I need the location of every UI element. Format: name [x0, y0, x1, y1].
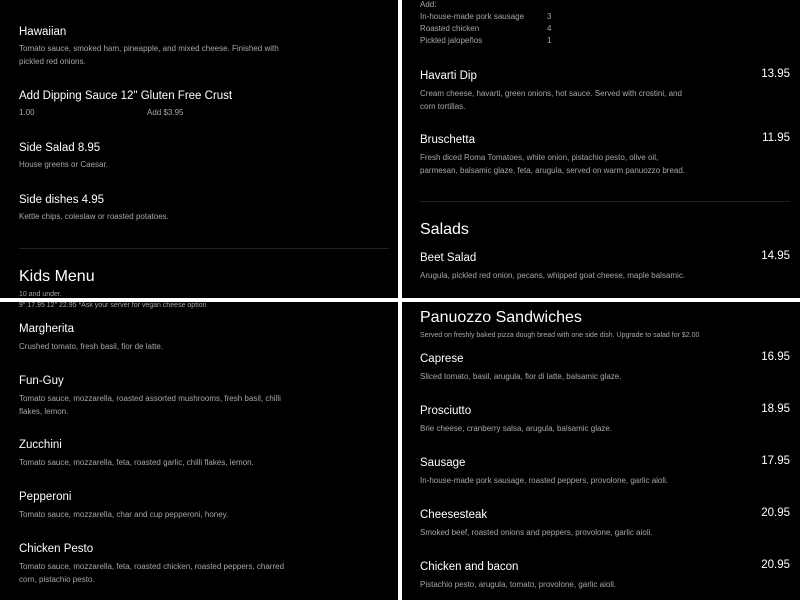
- item-price: 17.95: [761, 455, 790, 467]
- section-divider: [19, 248, 389, 249]
- item-description: Tomato sauce, mozzarella, roasted assorted mushrooms, fresh basil, chilli flakes, lemon.: [19, 394, 281, 416]
- item-description: House greens or Caesar.: [19, 160, 108, 169]
- item-name: Add Dipping Sauce 12" Gluten Free Crust: [19, 90, 233, 102]
- item-price: 11.95: [762, 132, 790, 144]
- item-name: Prosciutto: [420, 405, 472, 417]
- add-item-name: In-house-made pork sausage: [420, 12, 525, 21]
- menu-panel-bottom-right: [402, 302, 800, 600]
- item-description: In-house-made pork sausage, roasted peppers, provolone, garlic aioli.: [420, 476, 669, 485]
- menu-panel-top-right: [402, 0, 800, 298]
- item-description: Cream cheese, havarti, green onions, hot sauce. Served with crostini, and corn tortillas.: [420, 89, 682, 111]
- item-description: Tomato sauce, smoked ham, pineapple, and mixed cheese. Finished with pickled red onions.: [19, 44, 279, 66]
- menu-panel-top-left: [0, 0, 398, 298]
- item-description: Smoked beef, roasted onions and peppers, provolone, garlic aioli.: [420, 528, 653, 537]
- item-name: Beet Salad: [420, 252, 477, 264]
- item-name: Cheesesteak: [420, 509, 488, 521]
- add-item-value: 4: [547, 24, 552, 33]
- item-name: Hawaiian: [19, 26, 67, 38]
- section-subtitle: Served on freshly baked pizza dough bread with one side dish. Upgrade to salad for $2.00: [420, 332, 700, 339]
- section-title: Kids Menu: [19, 268, 95, 285]
- item-price: 20.95: [761, 507, 790, 519]
- item-description: Fresh diced Roma Tomatoes, white onion, pistachio pesto, olive oil, parmesan, balsamic glaze, feta, arugula, served on warm panuozzo bread.: [420, 153, 686, 175]
- item-name: Bruschetta: [420, 134, 475, 146]
- add-item-value: 3: [547, 12, 552, 21]
- item-price: 18.95: [761, 403, 790, 415]
- item-price: 14.95: [761, 250, 790, 262]
- item-description: Kettle chips, coleslaw or roasted potatoes.: [19, 212, 169, 221]
- item-description: Tomato sauce, mozzarella, feta, roasted garlic, chilli flakes, lemon.: [19, 458, 254, 467]
- item-description: Pistachio pesto, arugula, tomato, provolone, garlic aioli.: [420, 580, 617, 589]
- item-name: Fun-Guy: [19, 375, 64, 387]
- item-name: Zucchini: [19, 439, 62, 451]
- item-description: Crushed tomato, fresh basil, fior de latte.: [19, 342, 164, 351]
- section-divider: [420, 201, 790, 202]
- add-item-name: Pickled jalopeños: [420, 36, 483, 45]
- item-name: Caprese: [420, 353, 464, 365]
- item-description: Sliced tomato, basil, arugula, fior di latte, balsamic glaze.: [420, 372, 622, 381]
- section-title: Salads: [420, 221, 469, 238]
- section-note: 9" 17.95 12" 22.95 *Ask your server for vegan cheese option: [19, 302, 207, 309]
- item-price: 13.95: [761, 68, 790, 80]
- item-value: 1.00: [19, 108, 35, 117]
- item-name: Chicken and bacon: [420, 561, 519, 573]
- item-description: Arugula, pickled red onion, pecans, whipped goat cheese, maple balsamic.: [420, 271, 686, 280]
- section-title: Panuozzo Sandwiches: [420, 309, 582, 326]
- item-name: Sausage: [420, 457, 466, 469]
- item-price: 16.95: [761, 351, 790, 363]
- item-name: Pepperoni: [19, 491, 72, 503]
- item-description: Brie cheese, cranberry salsa, arugula, balsamic glaze.: [420, 424, 613, 433]
- cut-off-text: —: [19, 0, 25, 3]
- item-description: Tomato sauce, mozzarella, feta, roasted chicken, roasted peppers, charred corn, pistachio pesto.: [19, 562, 285, 584]
- item-name: Chicken Pesto: [19, 543, 94, 555]
- item-name: Side Salad 8.95: [19, 142, 101, 154]
- menu-panel-bottom-left: [0, 302, 398, 600]
- add-item-name: Roasted chicken: [420, 24, 480, 33]
- item-name: Havarti Dip: [420, 70, 477, 82]
- item-price: 20.95: [761, 559, 790, 571]
- add-label: Add:: [420, 0, 437, 9]
- item-description: Tomato sauce, mozzarella, char and cup pepperoni, honey.: [19, 510, 229, 519]
- section-note: 10 and under.: [19, 291, 62, 298]
- item-name: Side dishes 4.95: [19, 194, 105, 206]
- item-value: Add $3.95: [147, 108, 184, 117]
- item-name: Margherita: [19, 323, 74, 335]
- add-item-value: 1: [547, 36, 552, 45]
